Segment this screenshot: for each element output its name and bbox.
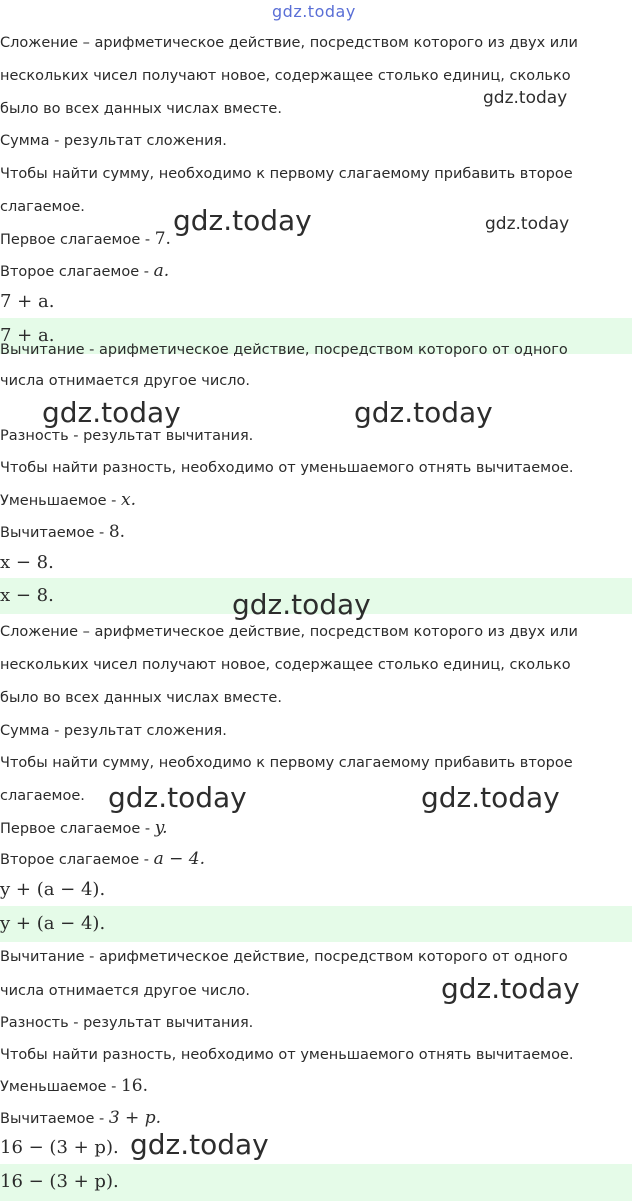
definition-line: нескольких чисел получают новое, содержащее столько единиц, сколько	[0, 68, 571, 84]
watermark: gdz.today	[421, 781, 560, 814]
answer-band	[0, 906, 632, 942]
watermark: gdz.today	[108, 781, 247, 814]
definition-line: было во всех данных числах вместе.	[0, 690, 282, 706]
first-addend-label: Первое слагаемое -	[0, 232, 155, 248]
watermark-top: gdz.today	[272, 2, 356, 21]
first-addend	[0, 818, 167, 839]
watermark: gdz.today	[130, 1128, 269, 1161]
watermark: gdz.today	[354, 396, 493, 429]
clipped-line	[0, 342, 632, 360]
watermark: gdz.today	[173, 204, 312, 237]
definition-line: Вычитание - арифметическое действие, посредством которого от одного	[0, 949, 568, 965]
rule-line: Чтобы найти разность, необходимо от уменьшаемого отнять вычитаемое.	[0, 460, 574, 476]
sum-definition: Сумма - результат сложения.	[0, 133, 227, 149]
subtrahend	[0, 1108, 161, 1129]
difference-definition: Разность - результат вычитания.	[0, 1015, 254, 1031]
minuend-label: Уменьшаемое -	[0, 1079, 121, 1095]
definition-line: числа отнимается другое число.	[0, 373, 250, 389]
definition-line: Сложение – арифметическое действие, посредством которого из двух или	[0, 624, 578, 640]
watermark: gdz.today	[485, 214, 570, 234]
second-addend	[0, 849, 205, 870]
rule-line: слагаемое.	[0, 788, 85, 804]
minuend-label: Уменьшаемое -	[0, 493, 121, 509]
answer: x − 8.	[0, 585, 54, 606]
difference-definition: Разность - результат вычитания.	[0, 428, 254, 444]
answer: y + (a − 4).	[0, 913, 106, 934]
subtrahend-value: 8.	[108, 522, 126, 542]
second-addend-value: a − 4.	[153, 849, 206, 869]
watermark: gdz.today	[483, 88, 568, 108]
watermark: gdz.today	[42, 396, 181, 429]
answer-band	[0, 1164, 632, 1201]
sum-definition: Сумма - результат сложения.	[0, 723, 227, 739]
first-addend-value: y.	[154, 818, 168, 838]
first-addend	[0, 229, 171, 250]
definition-line: было во всех данных числах вместе.	[0, 101, 282, 117]
watermark: gdz.today	[232, 588, 371, 621]
minuend-value: x.	[120, 490, 136, 510]
second-addend-label: Второе слагаемое -	[0, 852, 154, 868]
rule-line: Чтобы найти сумму, необходимо к первому слагаемому прибавить второе	[0, 166, 573, 182]
second-addend	[0, 261, 169, 282]
expression: x − 8.	[0, 552, 54, 573]
watermark: gdz.today	[441, 972, 580, 1005]
subtrahend-label: Вычитаемое -	[0, 1111, 109, 1127]
rule-line: слагаемое.	[0, 199, 85, 215]
expression: 7 + a.	[0, 291, 55, 312]
definition-line-clipped: Вычитание - арифметическое действие, посредством которого от одного	[0, 342, 568, 358]
minuend	[0, 1076, 148, 1097]
answer: 16 − (3 + p).	[0, 1171, 119, 1192]
rule-line: Чтобы найти разность, необходимо от уменьшаемого отнять вычитаемое.	[0, 1047, 574, 1063]
expression: 16 − (3 + p).	[0, 1137, 119, 1158]
definition-line: Сложение – арифметическое действие, посредством которого из двух или	[0, 35, 578, 51]
subtrahend-value: 3 + p.	[108, 1108, 161, 1128]
rule-line: Чтобы найти сумму, необходимо к первому слагаемому прибавить второе	[0, 755, 573, 771]
second-addend-value: a.	[153, 261, 170, 281]
expression: y + (a − 4).	[0, 879, 106, 900]
first-addend-value: 7.	[154, 229, 171, 249]
first-addend-label: Первое слагаемое -	[0, 821, 155, 837]
answer: 7 + a.	[0, 325, 55, 346]
subtrahend	[0, 522, 125, 543]
second-addend-label: Второе слагаемое -	[0, 264, 154, 280]
definition-line: нескольких чисел получают новое, содержащее столько единиц, сколько	[0, 657, 571, 673]
minuend	[0, 490, 136, 511]
definition-line: числа отнимается другое число.	[0, 983, 250, 999]
subtrahend-label: Вычитаемое -	[0, 525, 109, 541]
minuend-value: 16.	[120, 1076, 149, 1096]
